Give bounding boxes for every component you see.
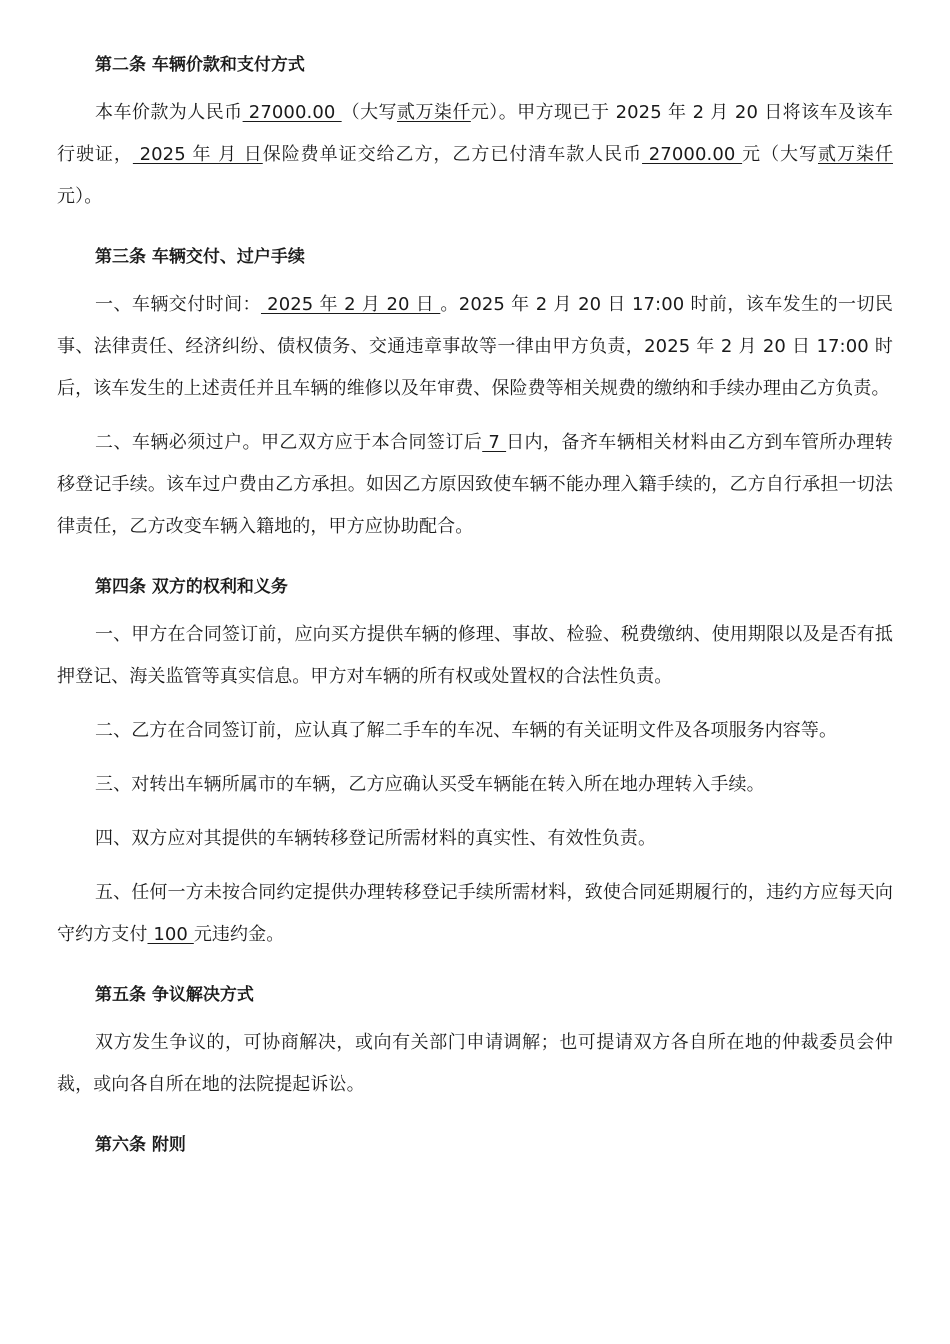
article-5-paragraph: 双方发生争议的，可协商解决，或向有关部门申请调解；也可提请双方各自所在地的仲裁委员会仲裁，或向各自所在地的法院提起诉讼。 xyxy=(57,1032,893,1095)
text-segment: 。2025 年 2 月 20 日 17:00 时前，该车发生的一切民事、法律责任、经济纠纷、债权债务、交通违章事故等一律由甲方负责，2025 年 2 月 20 日 17:00 时后，该车发生的上述责任并且车辆的维修以及年审费、保险费等相关规费的缴纳和手续办理由乙方负责。 xyxy=(57,294,893,399)
text-segment: 一、车辆交付时间： xyxy=(95,294,261,315)
article-4-paragraph-4: 四、双方应对其提供的车辆转移登记所需材料的真实性、有效性负责。 xyxy=(95,828,657,849)
text-segment: 元（大写 xyxy=(742,144,818,165)
contract-page xyxy=(57,38,893,1172)
article-2-paragraph xyxy=(57,92,893,218)
text-segment: （大写 xyxy=(341,102,397,123)
paid-amount-value: 27000.00 xyxy=(642,144,743,165)
article-6-heading: 第六条 附则 xyxy=(95,1135,186,1155)
text-segment: 本车价款为人民币 xyxy=(95,102,243,123)
article-2-heading: 第二条 车辆价款和支付方式 xyxy=(95,55,305,75)
text-segment: 保险费单证交给乙方，乙方已付清车款人民币 xyxy=(262,144,643,165)
price-value: 27000.00 xyxy=(242,102,342,123)
article-3-heading: 第三条 车辆交付、过户手续 xyxy=(95,247,305,267)
article-4-paragraph-3: 三、对转出车辆所属市的车辆，乙方应确认买受车辆能在转入所在地办理转入手续。 xyxy=(95,774,765,795)
article-4-paragraph-5 xyxy=(57,872,893,956)
article-3-paragraph-1 xyxy=(57,284,893,410)
article-4-paragraph-1: 一、甲方在合同签订前，应向买方提供车辆的修理、事故、检验、税费缴纳、使用期限以及是否有抵押登记、海关监管等真实信息。甲方对车辆的所有权或处置权的合法性负责。 xyxy=(57,624,893,687)
article-3-paragraph-2 xyxy=(57,422,893,548)
text-segment: 二、车辆必须过户。甲乙双方应于本合同签订后 xyxy=(95,432,483,453)
insurance-date-value: 2025 年 月 日 xyxy=(132,144,263,165)
text-segment: 元违约金。 xyxy=(193,924,285,945)
article-4-paragraph-2: 二、乙方在合同签订前，应认真了解二手车的车况、车辆的有关证明文件及各项服务内容等。 xyxy=(95,720,838,741)
article-4-heading: 第四条 双方的权利和义务 xyxy=(95,577,288,597)
delivery-date-value: 2025 年 2 月 20 日 xyxy=(260,294,441,315)
text-segment: 元）。 xyxy=(57,186,103,207)
penalty-amount-value: 100 xyxy=(147,924,194,945)
article-5-heading: 第五条 争议解决方式 xyxy=(95,985,254,1005)
price-upper-value: 贰万柒仟 xyxy=(397,102,471,123)
text-segment: 元）。甲方现已于 2025 年 2 月 20 日将该车及该车行驶证， xyxy=(57,102,893,165)
text-segment: 日内，备齐车辆相关材料由乙方到车管所办理转移登记手续。该车过户费由乙方承担。如因乙方原因致使车辆不能办理入籍手续的，乙方自行承担一切法律责任，乙方改变车辆入籍地的，甲方应协助配合。 xyxy=(57,432,893,537)
paid-amount-upper-value: 贰万柒仟 xyxy=(818,144,893,165)
transfer-days-value: 7 xyxy=(482,432,507,453)
text-segment: 五、任何一方未按合同约定提供办理转移登记手续所需材料，致使合同延期履行的，违约方应每天向守约方支付 xyxy=(57,882,893,945)
